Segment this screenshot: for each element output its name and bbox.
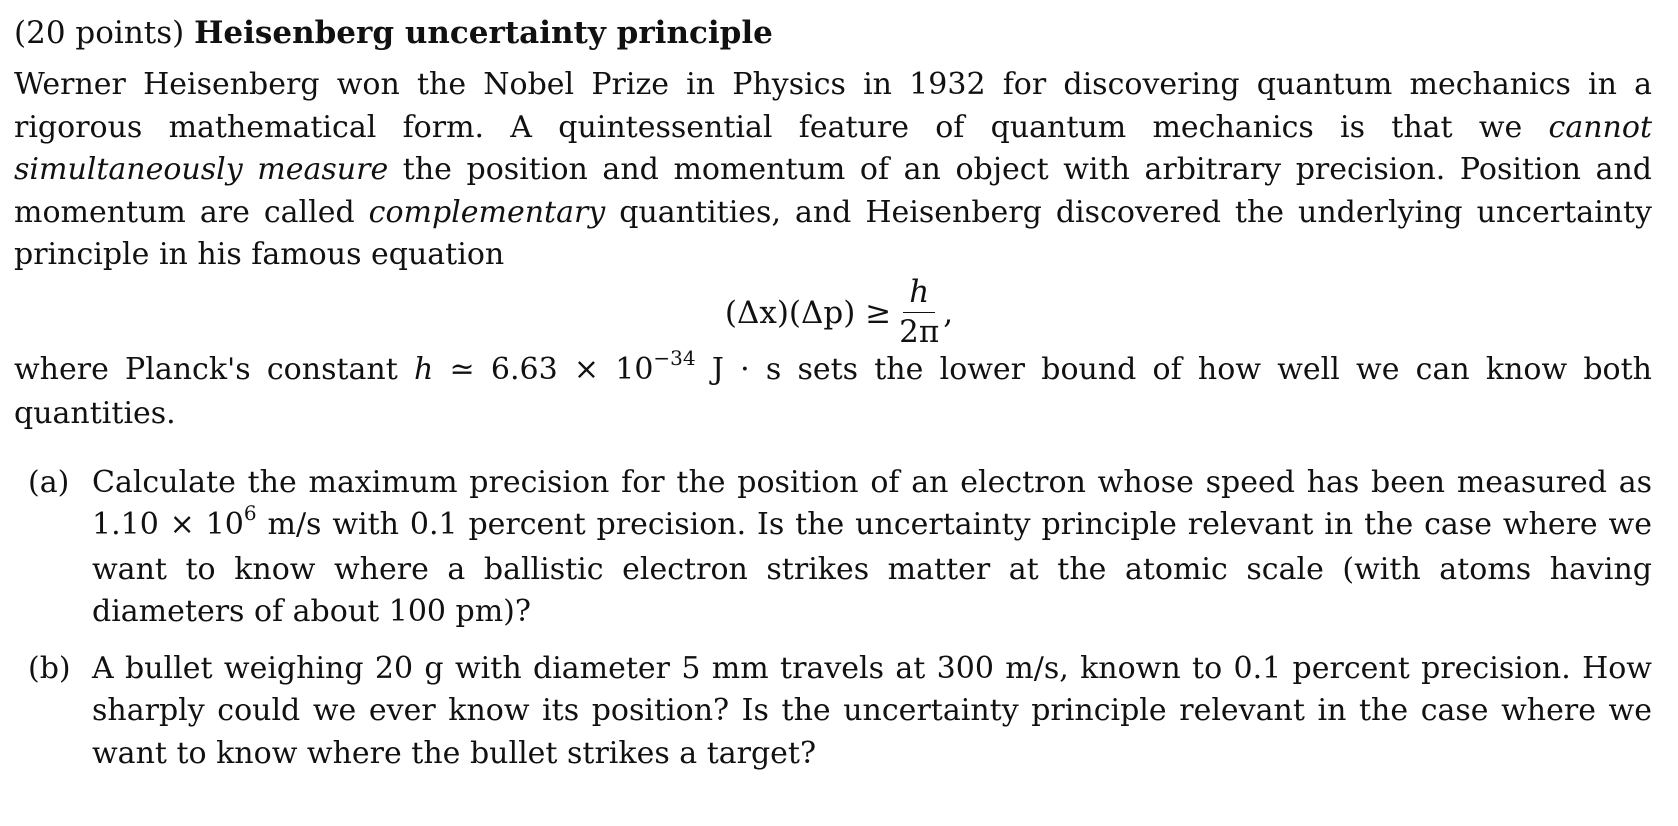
uncertainty-equation [14,274,1664,350]
equation-fraction [899,274,940,350]
part-b-text: A bullet weighing 20 g with diameter 5 mm travels at 300 m/s, known to 0.1 percent precision. How sharply could we ever know its position? Is the uncertainty principle relevant in the case where we want to know where the bullet strikes a target? [92,650,1652,771]
planck-symbol: h [414,351,434,387]
intro-paragraph [14,64,1652,277]
planck-paragraph [14,345,1652,436]
problem-heading [14,10,1664,56]
question-parts-list [14,462,1664,776]
question-part-a [14,462,1664,634]
fraction-denominator: 2π [899,314,940,350]
intro-emphasis-2: complementary [368,194,606,230]
question-part-b [14,648,1664,776]
planck-text-2: ≃ 6.63 × 10 [433,351,654,387]
part-a-label: (a) [28,464,70,500]
problem-title: Heisenberg uncertainty principle [194,15,773,51]
intro-emphasis-1: cannot simultaneously measure [14,109,1652,187]
part-b-label: (b) [28,650,71,686]
part-a-text [92,462,1652,634]
part-a-exponent: 6 [243,501,257,525]
planck-text-1: where Planck's constant [14,351,414,387]
fraction-numerator: h [903,277,935,313]
equation-lhs: (Δx)(Δp) ≥ [724,294,892,331]
planck-text-3: J · s sets the lower bound of how well we can know both quantities. [14,351,1652,431]
problem-points: (20 points) [14,15,185,51]
part-a-text-1: Calculate the maximum precision for the position of an electron whose speed has been measured as 1.10 × 10 [92,464,1652,542]
intro-text-2: the position and momentum of an object with arbitrary precision. Position and momentum are called [14,152,1652,230]
part-a-text-2: m/s with 0.1 percent precision. Is the uncertainty principle relevant in the case where we want to know where a ballistic electron strikes matter at the atomic scale (with atoms having diameters of about 100 pm)? [92,507,1652,629]
intro-text-1: Werner Heisenberg won the Nobel Prize in Physics in 1932 for discovering quantum mechanics in a rigorous mathematical form. A quintessential feature of quantum mechanics is that we [14,67,1652,145]
intro-text-3: quantities, and Heisenberg discovered the underlying uncertainty principle in his famous equation [14,194,1652,272]
planck-exponent: −34 [653,345,696,370]
equation-comma: , [943,294,954,331]
